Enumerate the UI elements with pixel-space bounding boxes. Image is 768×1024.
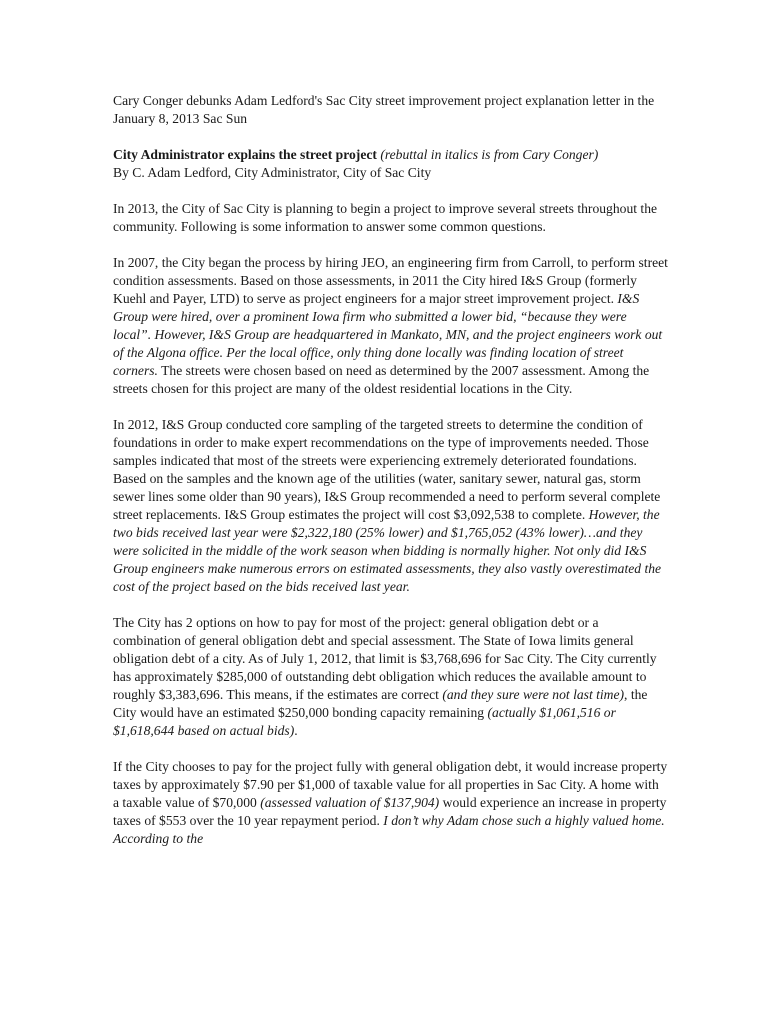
paragraph-5-text-c: would experience an increase in property taxes of $553 over the 10 year repayment period. [113,795,667,828]
paragraph-3-text-a: In 2012, I&S Group conducted core sampling of the targeted streets to determine the condition of foundations in order to make expert recommendations on the type of improvements needed. Those samples indicated that most of the streets were experiencing extremely deteriorated foundations. Based on the samples and the known age of the utilities (water, sanitary sewer, natural gas, storm sewer lines some older than 90 years), I&S Group recommended a need to perform several complete street replacements. I&S Group estimates the project will cost $3,092,538 to complete. [113,417,661,522]
headline-line [113,146,668,164]
paragraph-4-rebuttal-1: (and they sure were not last time) [442,687,625,702]
paragraph-5-rebuttal-2: I don’t why Adam chose such a highly valued home. According to the [113,813,665,846]
paragraph-4-text-c: , the City would have an estimated $250,000 bonding capacity remaining [113,687,648,720]
paragraph-2-text-a: In 2007, the City began the process by hiring JEO, an engineering firm from Carroll, to perform street condition assessments. Based on those assessments, in 2011 the City hired I&S Group (formerly Kuehl and Payer, LTD) to serve as project engineers for a major street improvement project. [113,255,668,306]
paragraph-4 [113,614,668,740]
paragraph-5-rebuttal-1: (assessed valuation of $137,904) [260,795,440,810]
paragraph-1: In 2013, the City of Sac City is planning to begin a project to improve several streets throughout the community. Following is some information to answer some common questions. [113,201,658,234]
paragraph-3 [113,416,668,596]
paragraph-4-rebuttal-2: (actually $1,061,516 or $1,618,644 based on actual bids) [113,705,616,738]
paragraph-2 [113,254,668,398]
paragraph-5-text-a: If the City chooses to pay for the project fully with general obligation debt, it would increase property taxes by approximately $7.90 per $1,000 of taxable value for all properties in Sac City. A home with a taxable value of $70,000 [113,759,668,810]
paragraph-5 [113,758,668,848]
paragraph-2-rebuttal: I&S Group were hired, over a prominent Iowa firm who submitted a lower bid, “because they were local”. However, I&S Group are headquartered in Mankato, MN, and the project engineers work out of the Algona office. Per the local office, only thing done locally was finding location of street corners. [113,291,663,378]
byline: By C. Adam Ledford, City Administrator, City of Sac City [113,165,432,180]
headline-title: City Administrator explains the street project [113,147,377,162]
paragraph-3-rebuttal: However, the two bids received last year were $2,322,180 (25% lower) and $1,765,052 (43% lower)…and they were solicited in the middle of the work season when bidding is normally higher. Not only did I&S Group engineers make numerous errors on estimated assessments, they also vastly overestimated the cost of the project based on the bids received last year. [113,507,662,594]
headline-note: (rebuttal in italics is from Cary Conger) [380,147,599,162]
intro-title: Cary Conger debunks Adam Ledford's Sac City street improvement project explanation letter in the January 8, 2013 Sac Sun [113,93,655,126]
paragraph-4-text-e: . [294,723,298,738]
paragraph-2-text-c: The streets were chosen based on need as determined by the 2007 assessment. Among the streets chosen for this project are many of the oldest residential locations in the City. [113,363,650,396]
paragraph-4-text-a: The City has 2 options on how to pay for most of the project: general obligation debt or a combination of general obligation debt and special assessment. The State of Iowa limits general obligation debt of a city. As of July 1, 2012, that limit is $3,768,696 for Sac City. The City currently has approximately $285,000 of outstanding debt obligation which reduces the available amount to roughly $3,383,696. This means, if the estimates are correct [113,615,657,702]
